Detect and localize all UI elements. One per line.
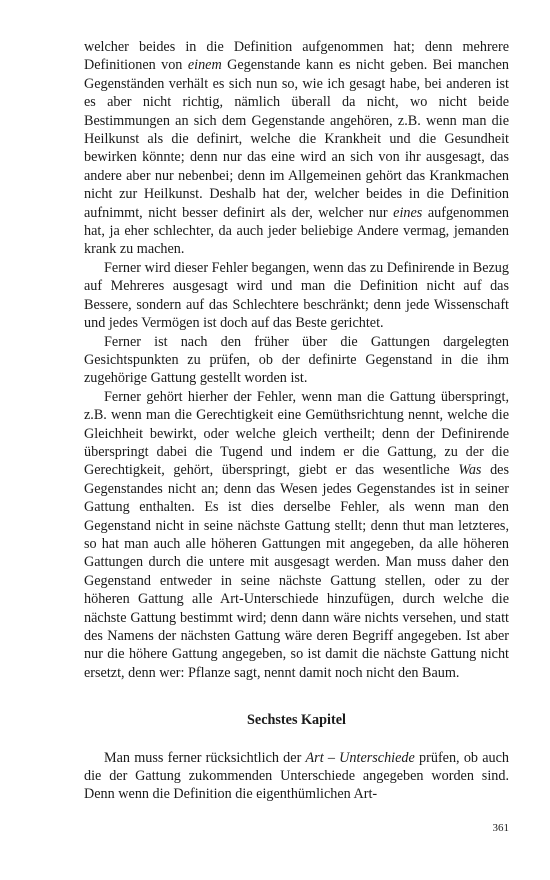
emphasized-text: Was — [458, 462, 482, 479]
emphasized-text: eines — [393, 204, 423, 221]
paragraph: welcher beides in die Definition aufgenommen hat; denn mehrere Definitionen von einem Gegenstande kann es nicht geben. Bei manchen Gegenständen verhält es sich nun so, wie ich gesagt habe, bei anderen ist es aber nicht richtig, nämlich überall da nicht, wo nicht beide Bestimmungen an sich dem Gegenstande angehören, z.B. wenn man die Heilkunst als die definirt, welche die Krankheit und die Gesundheit bewirken könnte; denn nur das eine wird an sich von ihr ausgesagt, das andere aber nur nebenbei; denn im Allgemeinen gehört das Krankmachen nicht zur Heilkunst. Deshalb hat der, welcher beides in die Definition aufnimmt, nicht besser definirt als der, welcher nur eines aufgenommen hat, ja eher schlechter, da auch jeder beliebige Andere vermag, jemanden krank zu machen. — [84, 39, 509, 258]
paragraphs-before — [84, 38, 509, 682]
paragraph: Ferner gehört hierher der Fehler, wenn man die Gattung überspringt, z.B. wenn man die Gerechtigkeit eine Gemüthsrichtung nennt, welche die Gleichheit bewirkt, oder welche gleich vertheilt; denn der Definirende überspringt dabei die Tugend und indem er die Gattung, zu der die Gerechtigkeit, gehört, überspringt, giebt er das wesentliche Was des Gegenstandes nicht an; denn das Wesen jedes Gegenstandes ist in seiner Gattung enthalten. Es ist dies derselbe Fehler, als wenn man den Gegenstand nicht in seine nächste Gattung stellt; denn thut man letzteres, so hat man auch alle höheren Gattungen mit angegeben, da alle höheren Gattungen durch die untere mit ausgesagt werden. Man muss daher den Gegenstand entweder in seine nächste Gattung stellen, oder zu der höheren Gattung alle Art-Unterschiede hinzufügen, durch welche die nächste Gattung bestimmt wird; denn dann wäre nichts versehen, und statt des Namens der nächsten Gattung wäre deren Begriff angegeben. Ist aber nur die höhere Gattung angegeben, so ist damit die nächste Gattung nicht ersetzt, denn wer: Pflanze sagt, nennt damit noch nicht den Baum. — [84, 388, 509, 681]
emphasized-text: einem — [187, 57, 222, 74]
paragraph: Man muss ferner rücksichtlich der Art – Unterschiede prüfen, ob auch die der Gattung zukommenden Unterschiede angegeben worden sind. Denn wenn die Definition die eigenthümlichen Art- — [84, 749, 509, 803]
page-body — [84, 38, 509, 804]
emphasized-text: Art – Unterschiede — [305, 749, 415, 766]
paragraphs-after — [84, 749, 509, 804]
paragraph: Ferner wird dieser Fehler begangen, wenn das zu Definirende in Bezug auf Mehreres ausgesagt wird und man die Definition nicht auf das Bessere, sondern auf das Schlechtere beschränkt; denn jede Wissenschaft und jedes Vermögen ist doch auf das Beste gerichtet. — [84, 259, 509, 332]
page-number: 361 — [492, 822, 509, 834]
paragraph: Ferner ist nach den früher über die Gattungen dargelegten Gesichtspunkten zu prüfen, ob der definirte Gegenstand in die ihm zugehörige Gattung gestellt worden ist. — [84, 333, 509, 387]
chapter-heading: Sechstes Kapitel — [247, 712, 346, 729]
